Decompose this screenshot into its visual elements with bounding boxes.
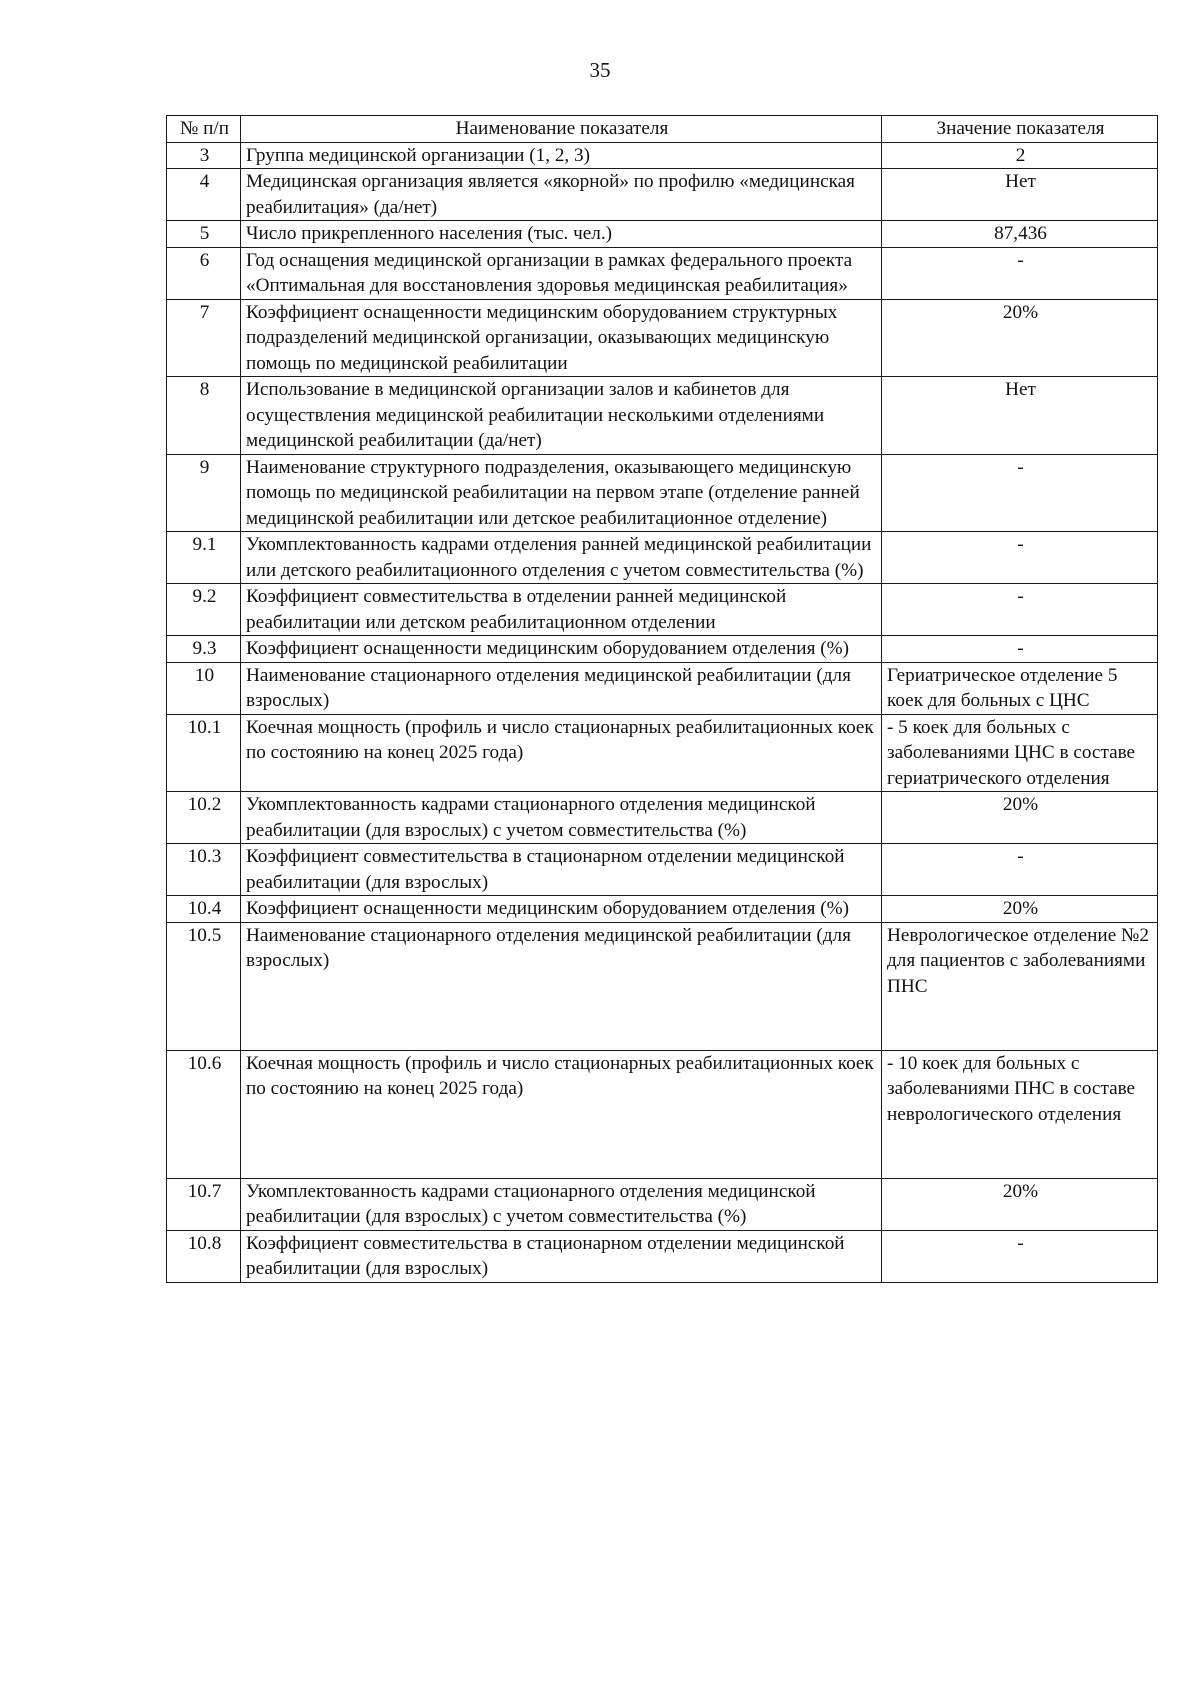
- table-row: [167, 844, 1158, 896]
- table-header-row: [167, 116, 1158, 143]
- header-name: Наименование показателя: [241, 116, 882, 143]
- row-name: Укомплектованность кадрами отделения ранней медицинской реабилитации или детского реабилитационного отделения с учетом совместительства (%): [241, 532, 882, 584]
- row-name: Коэффициент оснащенности медицинским оборудованием отделения (%): [241, 896, 882, 923]
- row-num: 7: [167, 299, 241, 377]
- table-row: [167, 584, 1158, 636]
- row-value: -: [882, 844, 1158, 896]
- row-name: Наименование стационарного отделения медицинской реабилитации (для взрослых): [241, 662, 882, 714]
- row-name: Коэффициент оснащенности медицинским оборудованием отделения (%): [241, 636, 882, 663]
- row-num: 10.3: [167, 844, 241, 896]
- table-row: [167, 662, 1158, 714]
- row-value: 20%: [882, 792, 1158, 844]
- row-value: Нет: [882, 377, 1158, 455]
- row-name: Наименование стационарного отделения медицинской реабилитации (для взрослых): [241, 922, 882, 1050]
- row-num: 10.1: [167, 714, 241, 792]
- row-name: Коэффициент оснащенности медицинским оборудованием структурных подразделений медицинской организации, оказывающих медицинскую помощь по медицинской реабилитации: [241, 299, 882, 377]
- table-row: [167, 1230, 1158, 1282]
- row-name: Коэффициент совместительства в стационарном отделении медицинской реабилитации (для взрослых): [241, 844, 882, 896]
- row-name: Коэффициент совместительства в отделении ранней медицинской реабилитации или детском реабилитационном отделении: [241, 584, 882, 636]
- row-value: - 5 коек для больных с заболеваниями ЦНС в составе гериатрического отделения: [882, 714, 1158, 792]
- row-name: Группа медицинской организации (1, 2, 3): [241, 142, 882, 169]
- row-name: Укомплектованность кадрами стационарного отделения медицинской реабилитации (для взрослых) с учетом совместительства (%): [241, 1178, 882, 1230]
- table-row: [167, 377, 1158, 455]
- row-value: -: [882, 636, 1158, 663]
- table-row: [167, 142, 1158, 169]
- header-value: Значение показателя: [882, 116, 1158, 143]
- row-value: Нет: [882, 169, 1158, 221]
- row-num: 10.8: [167, 1230, 241, 1282]
- row-num: 10.7: [167, 1178, 241, 1230]
- page-number: 35: [589, 58, 611, 82]
- row-num: 8: [167, 377, 241, 455]
- table-row: [167, 1050, 1158, 1178]
- row-num: 4: [167, 169, 241, 221]
- row-num: 9.1: [167, 532, 241, 584]
- row-name: Коечная мощность (профиль и число стационарных реабилитационных коек по состоянию на конец 2025 года): [241, 1050, 882, 1178]
- row-value: Неврологическое отделение №2 для пациентов с заболеваниями ПНС: [882, 922, 1158, 1050]
- table-row: [167, 636, 1158, 663]
- row-num: 10.4: [167, 896, 241, 923]
- table-row: [167, 1178, 1158, 1230]
- row-value: -: [882, 1230, 1158, 1282]
- header-num: № п/п: [167, 116, 241, 143]
- table-row: [167, 792, 1158, 844]
- row-value: -: [882, 532, 1158, 584]
- row-name: Использование в медицинской организации залов и кабинетов для осуществления медицинской реабилитации несколькими отделениями медицинской реабилитации (да/нет): [241, 377, 882, 455]
- row-name: Число прикрепленного населения (тыс. чел.): [241, 221, 882, 248]
- table-row: [167, 299, 1158, 377]
- row-num: 10.2: [167, 792, 241, 844]
- row-num: 10.5: [167, 922, 241, 1050]
- row-name: Медицинская организация является «якорной» по профилю «медицинская реабилитация» (да/нет): [241, 169, 882, 221]
- table-row: [167, 169, 1158, 221]
- table-row: [167, 532, 1158, 584]
- row-value: -: [882, 454, 1158, 532]
- row-num: 9: [167, 454, 241, 532]
- table-row: [167, 714, 1158, 792]
- row-num: 9.2: [167, 584, 241, 636]
- row-name: Укомплектованность кадрами стационарного отделения медицинской реабилитации (для взрослых) с учетом совместительства (%): [241, 792, 882, 844]
- row-value: 20%: [882, 1178, 1158, 1230]
- row-num: 5: [167, 221, 241, 248]
- table-row: [167, 454, 1158, 532]
- row-num: 9.3: [167, 636, 241, 663]
- table-row: [167, 896, 1158, 923]
- row-name: Наименование структурного подразделения, оказывающего медицинскую помощь по медицинской реабилитации на первом этапе (отделение ранней медицинской реабилитации или детское реабилитационное отделение): [241, 454, 882, 532]
- row-name: Год оснащения медицинской организации в рамках федерального проекта «Оптимальная для восстановления здоровья медицинская реабилитация»: [241, 247, 882, 299]
- indicators-table: [166, 115, 1158, 1283]
- row-value: 20%: [882, 896, 1158, 923]
- row-value: 2: [882, 142, 1158, 169]
- row-name: Коечная мощность (профиль и число стационарных реабилитационных коек по состоянию на конец 2025 года): [241, 714, 882, 792]
- row-value: -: [882, 247, 1158, 299]
- row-num: 3: [167, 142, 241, 169]
- row-value: 87,436: [882, 221, 1158, 248]
- row-value: - 10 коек для больных с заболеваниями ПНС в составе неврологического отделения: [882, 1050, 1158, 1178]
- table-row: [167, 221, 1158, 248]
- table-row: [167, 247, 1158, 299]
- row-value: 20%: [882, 299, 1158, 377]
- row-value: -: [882, 584, 1158, 636]
- table-row: [167, 922, 1158, 1050]
- row-num: 10: [167, 662, 241, 714]
- row-num: 10.6: [167, 1050, 241, 1178]
- row-name: Коэффициент совместительства в стационарном отделении медицинской реабилитации (для взрослых): [241, 1230, 882, 1282]
- row-num: 6: [167, 247, 241, 299]
- row-value: Гериатрическое отделение 5 коек для больных с ЦНС: [882, 662, 1158, 714]
